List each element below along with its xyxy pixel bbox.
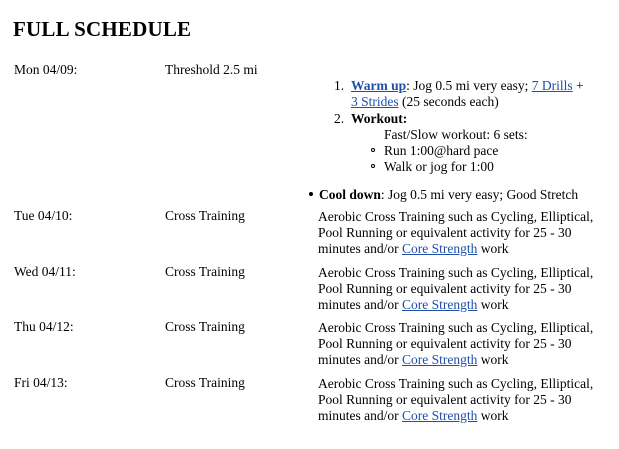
day-label: Mon 04/09:: [14, 62, 78, 77]
description-line: Pool Running or equivalent activity for 25 - 30: [318, 225, 572, 240]
page-title: FULL SCHEDULE: [13, 17, 192, 41]
description-line: Pool Running or equivalent activity for 25 - 30: [318, 336, 572, 351]
core-strength-link[interactable]: Core Strength: [402, 241, 478, 256]
step-number: 2.: [334, 111, 345, 126]
warmup-line: [351, 77, 584, 94]
workout-title: Cross Training: [165, 375, 245, 390]
warmup-link[interactable]: Warm up: [351, 78, 407, 93]
description-line: minutes and/or Core Strength work: [318, 352, 509, 367]
description-line: minutes and/or Core Strength work: [318, 241, 509, 256]
disc-bullet-icon: [309, 192, 313, 196]
day-label: Tue 04/10:: [14, 208, 73, 223]
description-line: Aerobic Cross Training such as Cycling, Elliptical,: [318, 209, 594, 224]
strides-line: [351, 93, 499, 110]
workout-title: Cross Training: [165, 264, 245, 279]
description-line: Pool Running or equivalent activity for 25 - 30: [318, 392, 572, 407]
cooldown-line: Cool down: Jog 0.5 mi very easy; Good Stretch: [319, 187, 579, 202]
workout-title: Cross Training: [165, 319, 245, 334]
drills-link[interactable]: 7 Drills: [531, 78, 573, 93]
strides-text: (25 seconds each): [398, 94, 499, 109]
core-strength-link[interactable]: Core Strength: [402, 352, 478, 367]
day-label: Wed 04/11:: [14, 264, 76, 279]
day-label: Fri 04/13:: [14, 375, 68, 390]
sub-item: Run 1:00@hard pace: [384, 143, 499, 158]
circle-bullet-icon: [371, 148, 375, 152]
description-line: Aerobic Cross Training such as Cycling, Elliptical,: [318, 320, 594, 335]
plus-text: +: [572, 78, 584, 93]
circle-bullet-icon: [371, 164, 375, 168]
workout-description: Fast/Slow workout: 6 sets:: [384, 127, 528, 142]
warmup-text: : Jog 0.5 mi very easy;: [406, 78, 532, 93]
core-strength-link[interactable]: Core Strength: [402, 408, 478, 423]
sub-item: Walk or jog for 1:00: [384, 159, 494, 174]
workout-title: Cross Training: [165, 208, 245, 223]
description-line: Aerobic Cross Training such as Cycling, Elliptical,: [318, 376, 594, 391]
step-number: 1.: [334, 78, 345, 93]
day-label: Thu 04/12:: [14, 319, 74, 334]
workout-label: Workout:: [351, 111, 408, 126]
description-line: minutes and/or Core Strength work: [318, 297, 509, 312]
description-line: minutes and/or Core Strength work: [318, 408, 509, 423]
description-line: Aerobic Cross Training such as Cycling, Elliptical,: [318, 265, 594, 280]
strides-link[interactable]: 3 Strides: [351, 94, 399, 109]
core-strength-link[interactable]: Core Strength: [402, 297, 478, 312]
workout-title: Threshold 2.5 mi: [165, 62, 258, 77]
description-line: Pool Running or equivalent activity for 25 - 30: [318, 281, 572, 296]
